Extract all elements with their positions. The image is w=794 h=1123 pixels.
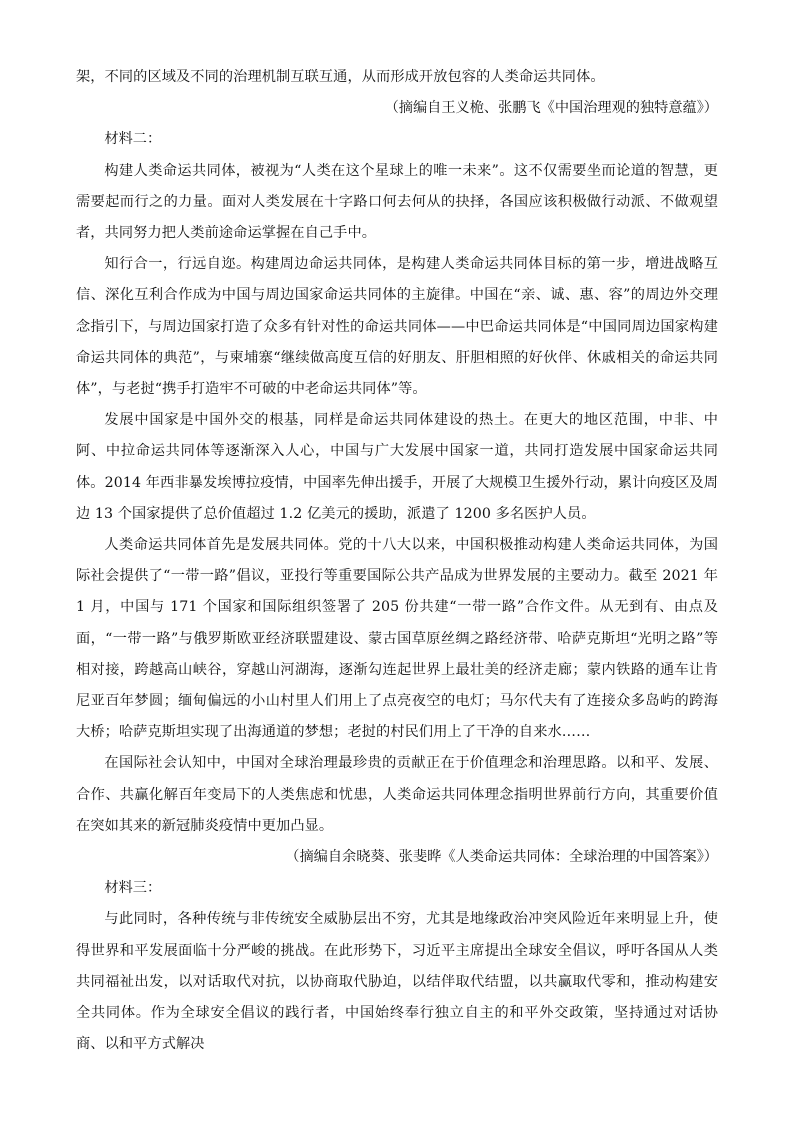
paragraph-2-2: 知行合一，行远自迩。构建周边命运共同体，是构建人类命运共同体目标的第一步，增进战略互信、深化互利合作成为中国与周边国家命运共同体的主旋律。中国在“亲、诚、惠、容”的周边外交理念指引下，与周边国家打造了众多有针对性的命运共同体——中巴命运共同体是“中国同周边国家构建命运共同体的典范”，与柬埔寨“继续做高度互信的好朋友、肝胆相照的好伙伴、休戚相关的命运共同体”，与老挝“携手打造牢不可破的中老命运共同体”等。 — [76, 256, 718, 398]
paragraph-2-1: 构建人类命运共同体，被视为“人类在这个星球上的唯一未来”。这不仅需要坐而论道的智慧，更需要起而行之的力量。面对人类发展在十字路口何去何从的抉择，各国应该积极做行动派、不做观望者，共同努力把人类前途命运掌握在自己手中。 — [76, 162, 718, 242]
source-citation-1: （摘编自王义桅、张鹏飞《中国治理观的独特意蕴》） — [384, 100, 718, 117]
document-page — [76, 62, 718, 1061]
paragraph-2-5: 在国际社会认知中，中国对全球治理最珍贵的贡献正在于价值理念和治理思路。以和平、发展、合作、共赢化解百年变局下的人类焦虑和忧患，人类命运共同体理念指明世界前行方向，其重要价值在突如其来的新冠肺炎疫情中更加凸显。 — [76, 755, 718, 834]
material-label-2: 材料二： — [104, 131, 162, 148]
paragraph-2-3: 发展中国家是中国外交的根基，同样是命运共同体建设的热土。在更大的地区范围，中非、中阿、中拉命运共同体等逐渐深入人心，中国与广大发展中国家一道，共同打造发展中国家命运共同体。2014 年西非暴发埃博拉疫情，中国率先伸出援手，开展了大规模卫生援外行动，累计向疫区及周边 13 个国家提供了总价值超过 1.2 亿美元的援助，派遣了 1200 多名医护人员。 — [76, 412, 718, 522]
paragraph-2-4: 人类命运共同体首先是发展共同体。党的十八大以来，中国积极推动构建人类命运共同体，为国际社会提供了“一带一路”倡议，亚投行等重要国际公共产品成为世界发展的主要动力。截至 2021 年 1 月，中国与 171 个国家和国际组织签署了 205 份共建“一带一路”合作文件。从无到有、由点及面，“一带一路”与俄罗斯欧亚经济联盟建设、蒙古国草原丝绸之路经济带、哈萨克斯坦“光明之路”等相对接，跨越高山峡谷，穿越山河湖海，逐渐勾连起世界上最壮美的经济走廊；蒙内铁路的通车让肯尼亚百年梦圆；缅甸偏远的小山村里人们用上了点亮夜空的电灯；马尔代夫有了连接众多岛屿的跨海大桥；哈萨克斯坦实现了出海通道的梦想；老挝的村民们用上了干净的自来水…… — [76, 537, 718, 741]
paragraph-3-1: 与此同时，各种传统与非传统安全威胁层出不穷，尤其是地缘政治冲突风险近年来明显上升，使得世界和平发展面临十分严峻的挑战。在此形势下，习近平主席提出全球安全倡议，呼吁各国从人类共同福祉出发，以对话取代对抗，以协商取代胁迫，以结伴取代结盟，以共赢取代零和，推动构建安全共同体。作为全球安全倡议的践行者，中国始终奉行独立自主的和平外交政策，坚持通过对话协商、以和平方式解决 — [76, 911, 718, 1053]
paragraph-intro-tail: 架，不同的区域及不同的治理机制互联互通，从而形成开放包容的人类命运共同体。 — [76, 69, 605, 85]
material-label-3: 材料三： — [104, 880, 162, 897]
source-citation-2: （摘编自余晓葵、张斐晔《人类命运共同体：全球治理的中国答案》） — [285, 849, 718, 866]
